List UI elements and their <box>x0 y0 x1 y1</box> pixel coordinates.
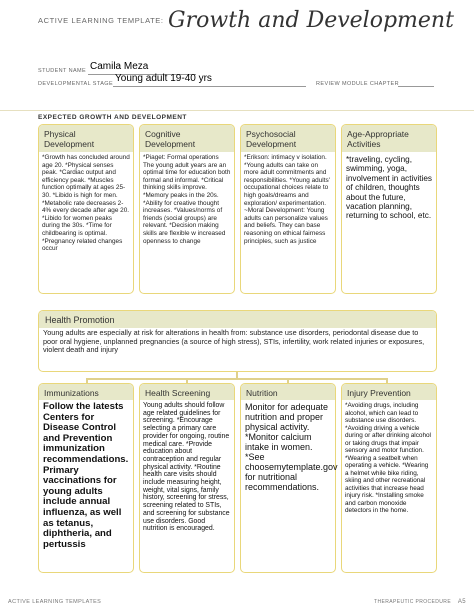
review-module-field[interactable] <box>398 75 434 87</box>
immunizations-heading: Immunizations <box>39 384 133 400</box>
injury-prevention-card <box>341 383 437 573</box>
age-appropriate-activities-card <box>341 124 437 294</box>
health-screening-card <box>139 383 235 573</box>
cognitive-development-text: *Piaget: Formal operations The young adult years are an optimal time for education both formal and informal. *Critical thinking skills improve. *Memory peaks in the 20s. *Ability for creative thought increases. *Values/norms of friends (social groups) are relevant. *Decision making skills are flexible w increased openness to change <box>143 154 231 245</box>
injury-prevention-heading: Injury Prevention <box>342 384 436 400</box>
expected-section-title: EXPECTED GROWTH AND DEVELOPMENT <box>38 114 187 121</box>
student-name-value: Camila Meza <box>90 61 149 72</box>
psychosocial-development-heading: Psychosocial Development <box>241 125 335 152</box>
developmental-stage-field[interactable] <box>113 75 306 87</box>
nutrition-card <box>240 383 336 573</box>
nutrition-heading: Nutrition <box>241 384 335 400</box>
footer-left: ACTIVE LEARNING TEMPLATES <box>8 599 102 605</box>
template-prefix: ACTIVE LEARNING TEMPLATE: <box>38 16 164 25</box>
health-promotion-card <box>38 310 437 372</box>
connector-horizontal <box>86 378 388 380</box>
template-header <box>38 8 454 33</box>
immunizations-text: Follow the latests Centers for Disease Control and Prevention immunization recommendations. Primary vaccinations for young adults include annual influenza, as well as tetanus, diphtheria, and pertussis <box>43 401 129 550</box>
health-screening-text: Young adults should follow age related guidelines for screening. *Encourage selecting a primary care provider for ongoing, routine medical care. *Provide education about contraception and regular physical activity. *Routine health care visits should include measuring height, weight, vital signs, family history, screening for stress, screening related to STIs, and screening for substance use disorders. Good nutrition is encouraged. <box>143 402 230 533</box>
psychosocial-development-text: *Erikson: intimacy v isolation. *Young adults can take on more adult commitments and responsibilities. *Young adults' occupational choices relate to high goals/dreams and exploration/ experimentation. ~Moral Development: Young adults can personalize values and beliefs. They can base reasoning on ethical fairness principles, such as justice <box>244 154 330 245</box>
developmental-stage-label: DEVELOPMENTAL STAGE <box>38 81 114 87</box>
developmental-stage-value: Young adult 19-40 yrs <box>115 73 212 84</box>
age-appropriate-activities-text: *traveling, cycling, swimming, yoga, involvement in activities of children, thoughts about the future, vacation planning, returning to school, etc. <box>346 155 433 221</box>
physical-development-heading: Physical Development <box>39 125 133 152</box>
footer-right <box>374 599 466 605</box>
student-name-label: STUDENT NAME <box>38 68 87 74</box>
injury-prevention-text: *Avoiding drugs, including alcohol, which can lead to substance use disorders. *Avoiding driving a vehicle during or after drinking alcohol or taking drugs that impair sensory and motor function. *Wearing a seatbelt when operating a vehicle. *Wearing a helmet while bike riding, skiing and other recreational activities that increase head injury risk. *Installing smoke and carbon monoxide detectors in the home. <box>345 402 431 514</box>
template-title: Growth and Development <box>168 8 454 33</box>
cognitive-development-card <box>139 124 235 294</box>
health-screening-heading: Health Screening <box>140 384 234 400</box>
nutrition-text: Monitor for adequate nutrition and proper physical activity. *Monitor calcium intake in women. *See choosemytemplate.gov for nutritional recommendations. <box>245 402 338 492</box>
age-appropriate-activities-heading: Age-Appropriate Activities <box>342 125 436 152</box>
health-promotion-text: Young adults are especially at risk for alterations in health from: substance use disorders, periodontal disease due to poor oral hygiene, unplanned pregnancies (a source of high stress), STIs, infertility, work related injuries or exposures, violent death and injury <box>43 328 425 355</box>
immunizations-card <box>38 383 134 573</box>
review-module-label: REVIEW MODULE CHAPTER <box>316 81 399 87</box>
footer-right-text: THERAPEUTIC PROCEDURE <box>374 599 452 605</box>
cognitive-development-heading: Cognitive Development <box>140 125 234 152</box>
psychosocial-development-card <box>240 124 336 294</box>
physical-development-text: *Growth has concluded around age 20. *Physical senses peak. *Cardiac output and efficiency peak. *Muscles function optimally at ages 25-30. *Libido is high for men. *Metabolic rate decreases 2-4% every decade after age 20. *Libido for women peaks during the 30s. *Time for childbearing is optimal. *Pregnancy related changes occur <box>42 154 130 253</box>
physical-development-card <box>38 124 134 294</box>
health-promotion-heading: Health Promotion <box>39 311 436 328</box>
footer-page-number: A5 <box>457 599 466 605</box>
